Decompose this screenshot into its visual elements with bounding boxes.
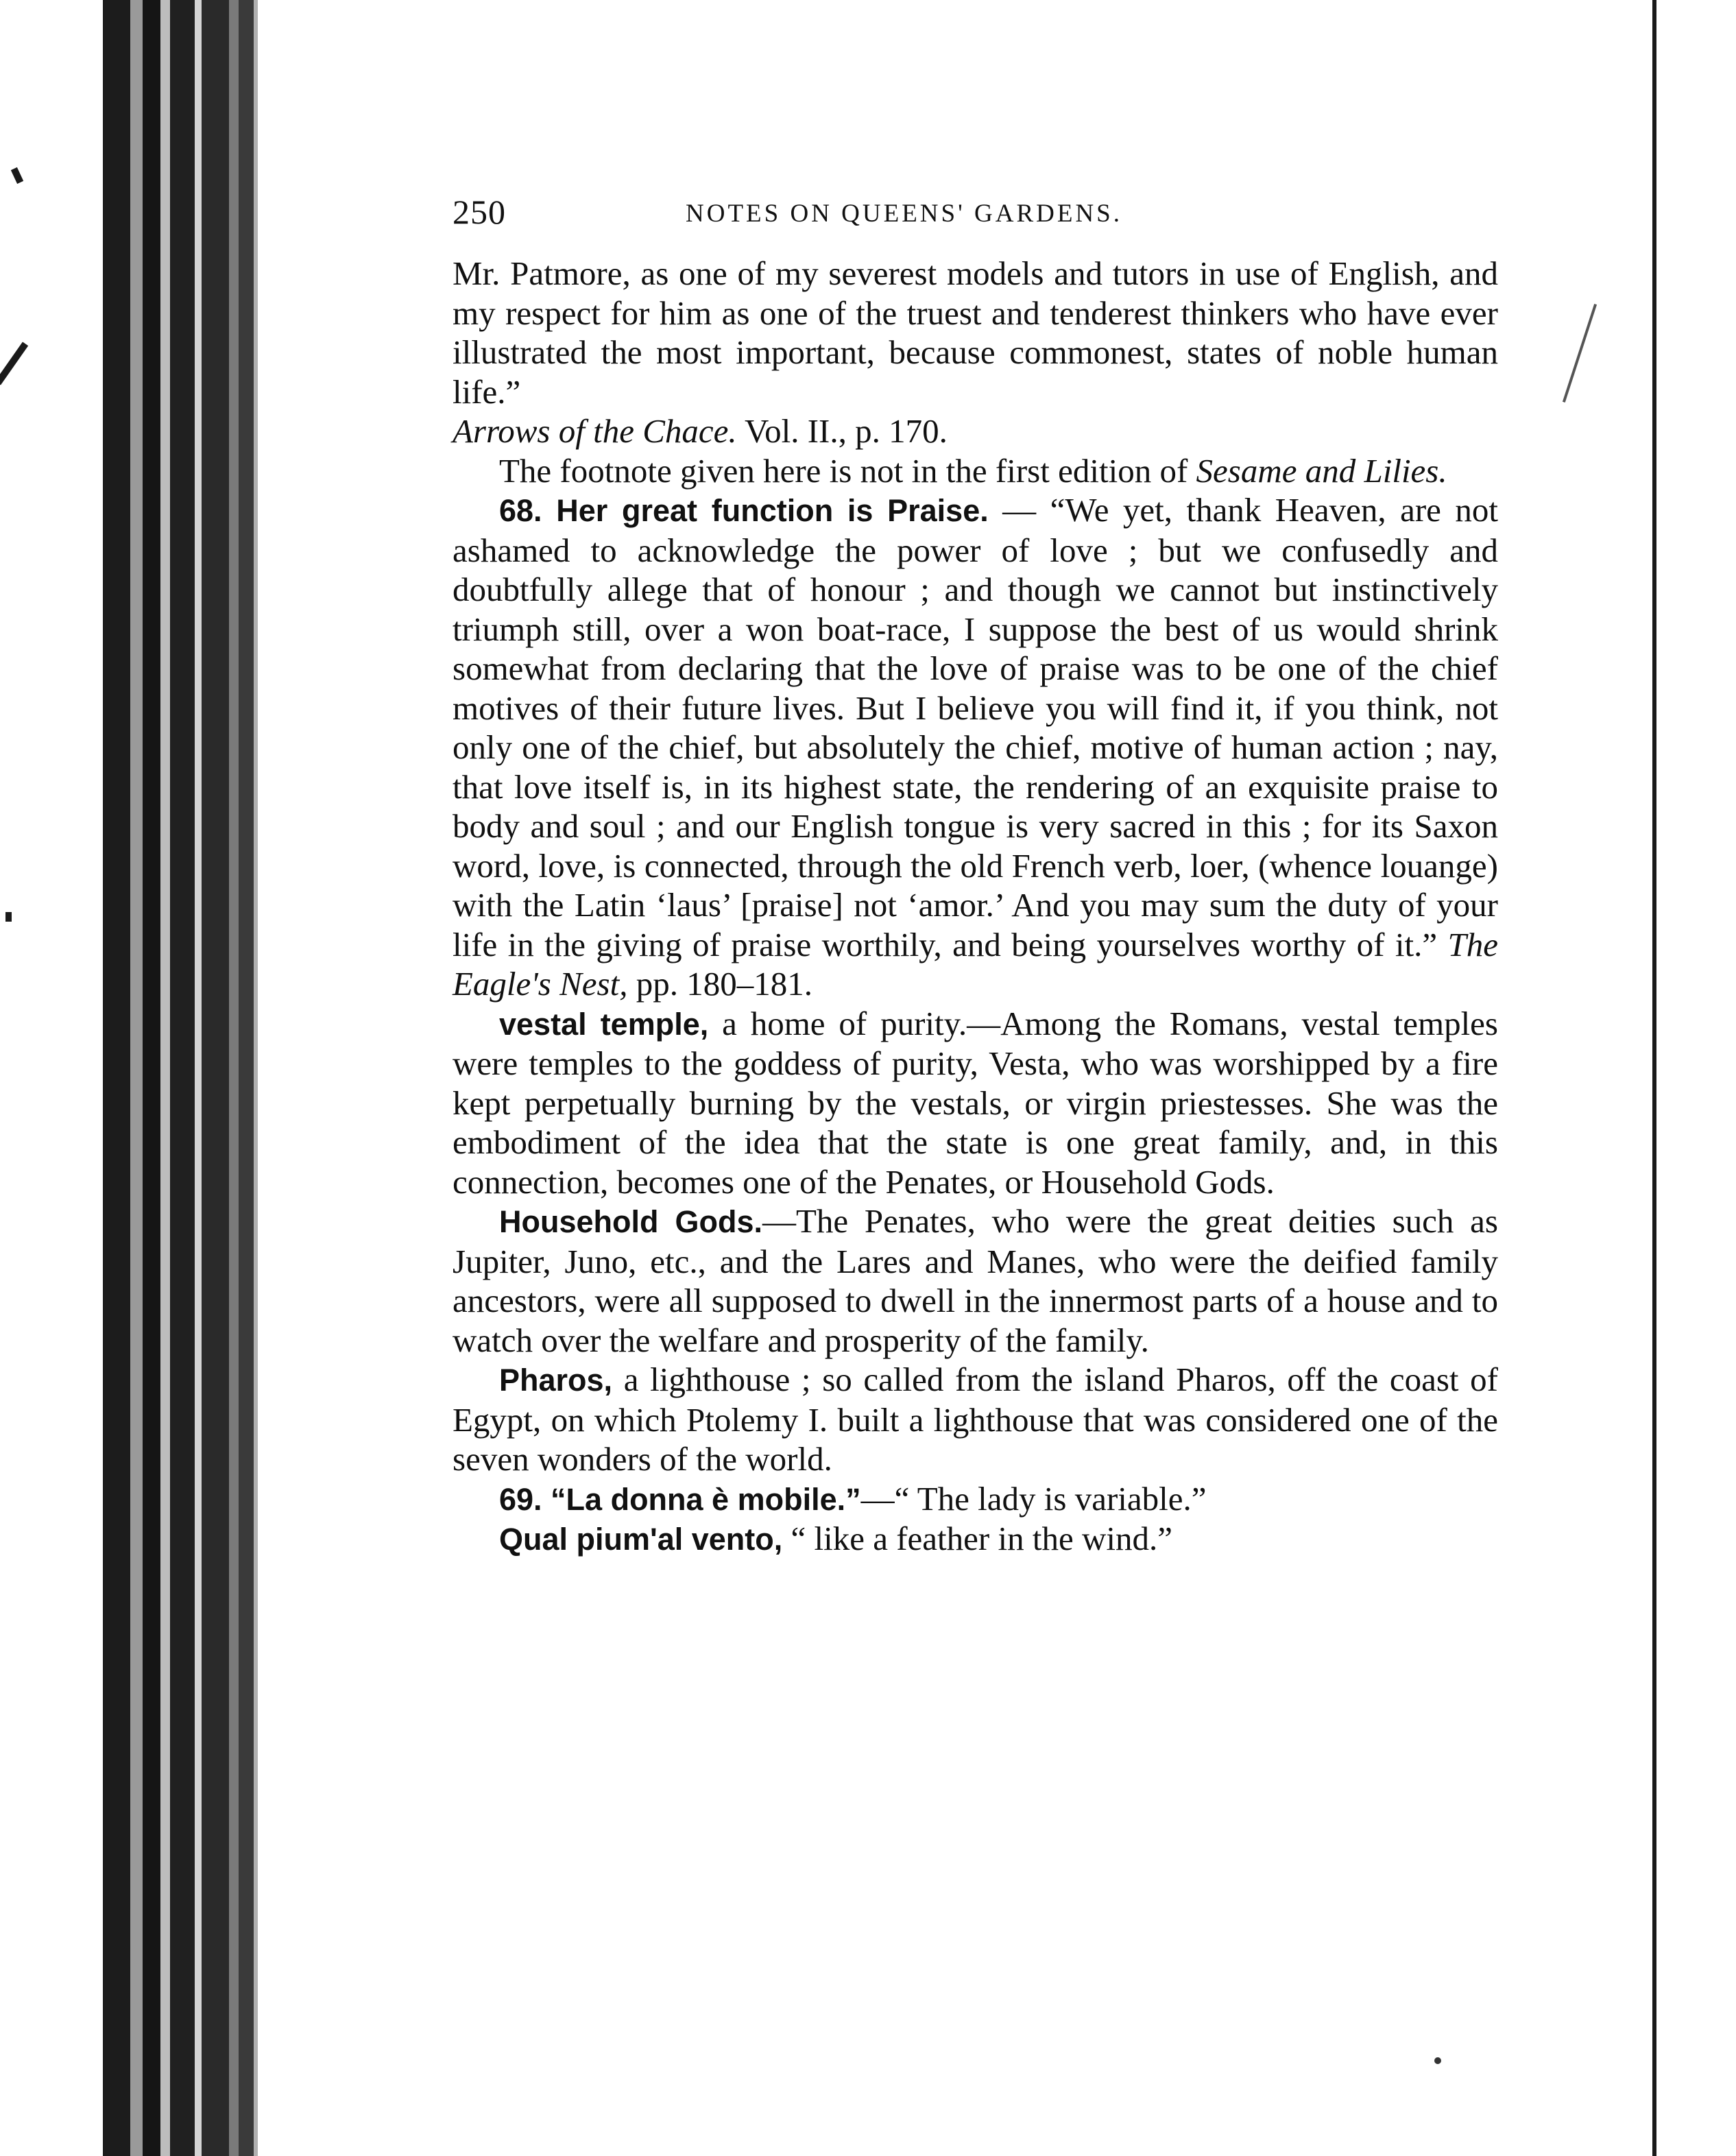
scan-speck	[1563, 304, 1597, 403]
book-title: Sesame and Lilies.	[1196, 451, 1447, 490]
running-head-title: NOTES ON QUEENS' GARDENS.	[686, 200, 1123, 228]
source-citation: The Eagle's Nest,	[453, 925, 1498, 1003]
facing-page-edge	[1652, 0, 1656, 2156]
note-heading: Pharos,	[499, 1363, 613, 1398]
paragraph-pharos: Pharos, a lighthouse ; so called from the island Pharos, off the coast of Egypt, on which Ptolemy I. built a lighthouse that was considered one of the seven wonders of the world.	[453, 1361, 1498, 1478]
book-spine-edge	[0, 0, 261, 2156]
scan-speck	[5, 912, 12, 922]
note-heading: Household Gods.	[499, 1204, 762, 1239]
paragraph-note-68: 68. Her great function is Praise. — “We yet, thank Heaven, are not ashamed to acknowledge the power of love ; but we confusedly and doubtfully allege that of honour ; and though we cannot but instinctively triumph still, over a won boat-race, I suppose the best of us would shrink somewhat from declaring that the love of praise was to be one of the chief motives of their future lives. But I believe you will find it, if you think, not only one of the chief, but absolutely the chief, motive of human action ; nay, that love itself is, in its highest state, the rendering of an exquisite praise to body and soul ; and our English tongue is very sacred in this ; for its Saxon word, love, is connected, through the old French verb, loer, (whence louange) with the Latin ‘laus’ [praise] not ‘amor.’ And you may sum the duty of your life in the giving of praise worthily, and being yourselves worthy of it.” The Eagle's Nest, pp. 180–181.	[453, 491, 1498, 1003]
scan-speck	[1434, 2057, 1441, 2064]
note-heading: Qual pium'al vento,	[499, 1522, 783, 1557]
paragraph-household-gods: Household Gods.—The Penates, who were the great deities such as Jupiter, Juno, etc., and the Lares and Manes, who were the deified family ancestors, were all supposed to dwell in the innermost parts of a house and to watch over the welfare and prosperity of the family.	[453, 1202, 1498, 1359]
body-text	[453, 254, 1498, 1559]
note-heading: 68. Her great function is Praise.	[499, 493, 989, 528]
note-heading: 69. “La donna è mobile.”	[499, 1481, 861, 1517]
paragraph-vestal-temple: vestal temple, a home of purity.—Among the Romans, vestal temples were temples to the goddess of purity, Vesta, who was worshipped by a fire kept perpetually burning by the vestals, or virgin priestesses. She was the embodiment of the idea that the state is one great family, and, in this connection, becomes one of the Penates, or Household Gods.	[453, 1004, 1498, 1201]
paragraph-note-69: 69. “La donna è mobile.”—“ The lady is variable.”	[499, 1479, 1207, 1518]
paragraph-footnote-note: The footnote given here is not in the first edition of Sesame and Lilies.	[499, 451, 1447, 490]
printed-page	[453, 185, 1498, 1559]
paragraph-patmore: Mr. Patmore, as one of my severest models and tutors in use of English, and my respect for him as one of the truest and tenderest thinkers who have ever illustrated the most important, because commonest, states of noble human life.” Arrows of the Chace. Vol. II., p. 170.	[453, 254, 1498, 450]
page-number: 250	[453, 193, 506, 231]
note-heading: vestal temple,	[499, 1006, 709, 1042]
paragraph-qual-piuma: Qual pium'al vento, “ like a feather in the wind.”	[499, 1520, 1172, 1557]
source-citation: Arrows of the Chace.	[453, 412, 737, 450]
running-head	[453, 185, 1498, 240]
